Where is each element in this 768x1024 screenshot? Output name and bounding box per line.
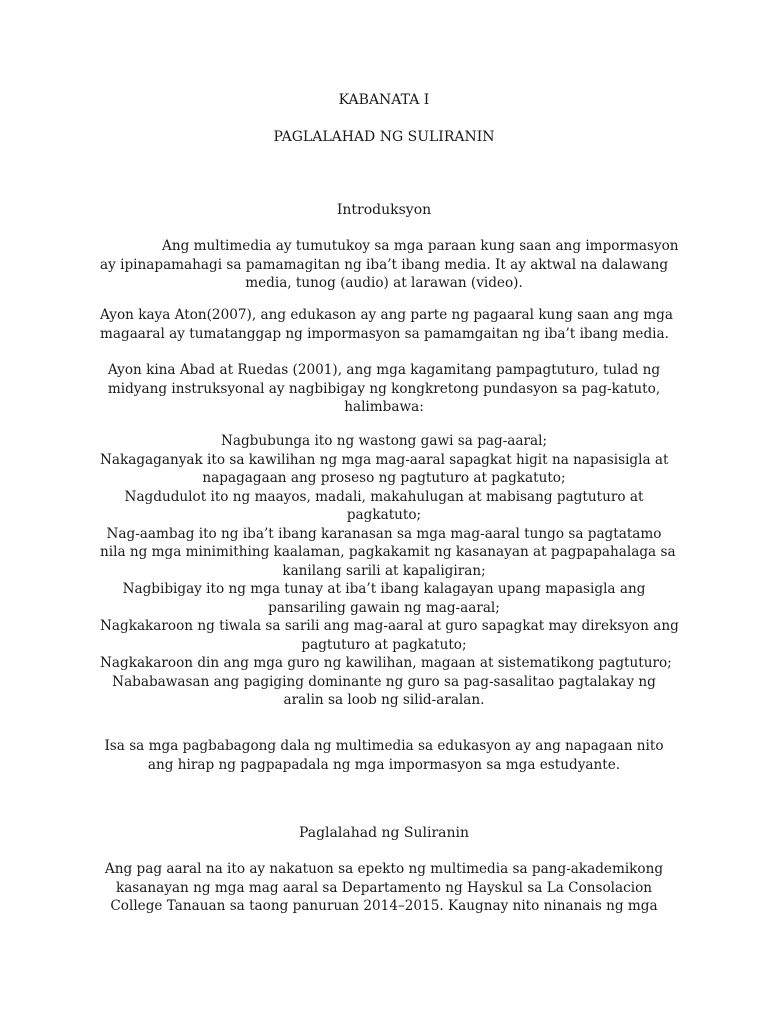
chapter-number-text: KABANATA I <box>338 92 430 108</box>
list-item: Nag-aambag ito ng iba’t ibang karanasan sa mga mag-aaral tungo sa pagtatamo <box>106 525 662 542</box>
paragraph-line: midyang instruksyonal ay nagbibigay ng kongkretong pundasyon sa pag-katuto, <box>107 380 661 397</box>
paragraph-line: kasanayan ng mga mag aaral sa Departamento ng Hayskul sa La Consolacion <box>115 879 653 896</box>
list-item: pansariling gawain ng mag-aaral; <box>268 599 500 616</box>
list-item: Nakagaganyak ito sa kawilihan ng mga mag-aaral sapagkat higit na napasisigla at <box>100 451 669 468</box>
section-heading-text: Paglalahad ng Suliranin <box>298 825 470 841</box>
section-heading-text: Introduksyon <box>336 202 432 218</box>
list-item: aralin sa loob ng silid-aralan. <box>283 692 485 708</box>
paragraph-line: ang hirap ng pagpapadala ng mga impormasyon sa mga estudyante. <box>147 756 621 773</box>
paragraph-line: media, tunog (audio) at larawan (video). <box>245 275 523 291</box>
section-heading-paglalahad <box>100 824 668 843</box>
chapter-number <box>100 91 668 110</box>
list-item: Nagbibigay ito ng mga tunay at iba’t ibang kalagayan upang mapasigla ang <box>122 581 646 597</box>
paragraph-line: ay ipinapamahagi sa pamamagitan ng iba’t ibang media. It ay aktwal na dalawang <box>100 256 669 273</box>
list-item: Nagbubunga ito ng wastong gawi sa pag-aaral; <box>220 433 548 449</box>
aton-paragraph <box>100 306 673 343</box>
section-heading-introduksyon <box>100 201 668 220</box>
paragraph-line: halimbawa: <box>344 399 424 415</box>
paragraph-line: Isa sa mga pagbabagong dala ng multimedia sa edukasyon ay ang napagaan nito <box>104 738 664 754</box>
list-item: Nagkakaroon ng tiwala sa sarili ang mag-aaral at guro sapagkat may direksyon ang <box>100 618 679 634</box>
list-item: kanilang sarili at kapaligiran; <box>282 562 486 579</box>
list-item: Nababawasan ang pagiging dominante ng guro sa pag-sasalitao pagtalakay ng <box>112 673 656 690</box>
list-item: Nagdudulot ito ng maayos, madali, makahulugan at mabisang pagtuturo at <box>124 488 644 505</box>
paragraph-line: Ang multimedia ay tumutukoy sa mga paraan kung saan ang impormasyon <box>162 238 679 254</box>
examples-list <box>100 432 679 710</box>
paragraph-line: College Tanauan sa taong panuruan 2014–2015. Kaugnay nito ninanais ng mga <box>110 898 658 914</box>
list-item: napagagaan ang proseso ng pagtuturo at pagkatuto; <box>202 470 566 486</box>
paragraph-line: Ang pag aaral na ito ay nakatuon sa epekto ng multimedia sa pang-akademikong <box>104 861 664 877</box>
problem-paragraph <box>100 860 668 916</box>
chapter-title-text: PAGLALAHAD NG SULIRANIN <box>273 129 495 145</box>
list-item: Nagkakaroon din ang mga guro ng kawilihan, magaan at sistematikong pagtuturo; <box>100 655 672 671</box>
multimedia-paragraph <box>100 737 668 774</box>
paragraph-line: magaaral ay tumatanggap ng impormasyon sa pamamgaitan ng iba’t ibang media. <box>100 325 669 342</box>
abad-paragraph <box>100 361 668 417</box>
paragraph-line: Ayon kaya Aton(2007), ang edukason ay ang parte ng pagaaral kung saan ang mga <box>100 307 673 323</box>
list-item: nila ng mga minimithing kaalaman, pagkakamit ng kasanayan at pagpapahalaga sa <box>100 544 676 560</box>
paragraph-line: Ayon kina Abad at Ruedas (2001), ang mga kagamitang pampagtuturo, tulad ng <box>107 362 661 378</box>
chapter-title <box>100 128 668 147</box>
intro-paragraph <box>100 237 679 293</box>
list-item: pagtuturo at pagkatuto; <box>301 636 467 653</box>
list-item: pagkatuto; <box>346 507 422 523</box>
